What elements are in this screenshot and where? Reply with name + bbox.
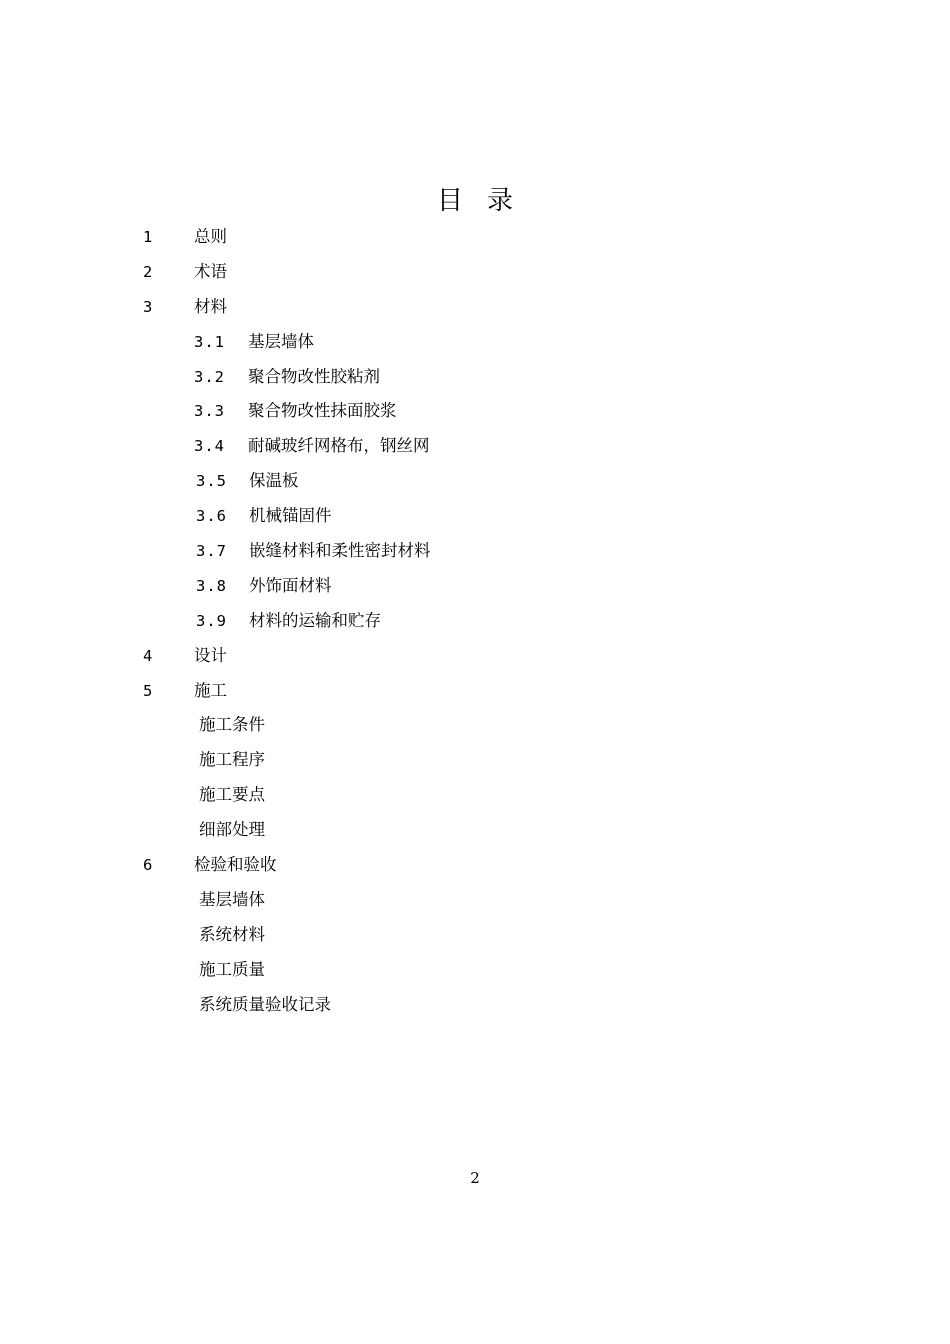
toc-subitem — [0, 394, 950, 429]
toc-subitem — [0, 499, 950, 534]
toc-item-text: 聚合物改性胶粘剂 — [248, 366, 380, 386]
toc-subitem — [0, 988, 950, 1023]
toc-item — [0, 255, 950, 290]
table-of-contents — [0, 220, 950, 1022]
toc-subitem — [0, 778, 950, 813]
toc-item — [0, 848, 950, 883]
toc-item-number: 6 — [143, 856, 153, 875]
toc-item-number: 3.1 — [194, 332, 225, 351]
toc-item-text: 施工要点 — [199, 785, 265, 805]
toc-subitem — [0, 743, 950, 778]
toc-item — [0, 290, 950, 325]
toc-item-number: 3.4 — [194, 437, 225, 456]
toc-item-number: 3.2 — [194, 367, 225, 386]
toc-subitem — [0, 918, 950, 953]
toc-item-number: 2 — [143, 262, 153, 281]
toc-subitem — [0, 429, 950, 464]
toc-item-text: 基层墙体 — [199, 889, 265, 909]
page-number: 2 — [470, 1169, 480, 1187]
toc-item-text: 外饰面材料 — [249, 575, 332, 595]
toc-item-text: 总则 — [194, 227, 227, 246]
toc-subitem — [0, 813, 950, 848]
toc-item-number: 3.9 — [196, 611, 227, 630]
toc-subitem — [0, 464, 950, 499]
toc-item-text: 机械锚固件 — [249, 506, 332, 526]
toc-item-text: 聚合物改性抹面胶浆 — [248, 401, 397, 421]
toc-item-text: 耐碱玻纤网格布，钢丝网 — [248, 436, 430, 456]
toc-item-text: 细部处理 — [199, 820, 265, 840]
toc-item-text: 设计 — [194, 645, 227, 665]
toc-item-text: 施工程序 — [199, 750, 265, 770]
toc-item-text: 嵌缝材料和柔性密封材料 — [249, 541, 431, 561]
toc-item-text: 材料 — [194, 296, 227, 316]
toc-item-text: 检验和验收 — [194, 855, 277, 875]
page-title: 目录 — [436, 186, 537, 216]
toc-item-text: 施工 — [194, 680, 227, 700]
toc-item-number: 4 — [143, 646, 153, 665]
toc-item-number: 3.3 — [194, 402, 225, 421]
toc-item-number: 1 — [143, 228, 153, 246]
toc-subitem — [0, 325, 950, 360]
toc-subitem — [0, 360, 950, 395]
toc-item-text: 系统质量验收记录 — [199, 994, 331, 1014]
toc-item-text: 术语 — [194, 261, 227, 281]
toc-subitem — [0, 883, 950, 918]
toc-item-text: 材料的运输和贮存 — [249, 610, 381, 630]
toc-subitem — [0, 604, 950, 639]
toc-item-number: 3.5 — [196, 472, 227, 491]
toc-subitem — [0, 534, 950, 569]
toc-item — [0, 220, 950, 255]
toc-item — [0, 639, 950, 674]
toc-item-number: 3.6 — [196, 507, 227, 526]
toc-item-number: 3 — [143, 297, 153, 316]
toc-item-text: 施工条件 — [199, 715, 265, 735]
toc-item-number: 3.8 — [196, 576, 227, 595]
toc-item — [0, 674, 950, 709]
toc-item-text: 保温板 — [249, 471, 299, 491]
toc-item-number: 3.7 — [196, 542, 227, 561]
toc-subitem — [0, 569, 950, 604]
toc-subitem — [0, 708, 950, 743]
toc-subitem — [0, 953, 950, 988]
toc-item-text: 施工质量 — [199, 959, 265, 979]
toc-item-text: 基层墙体 — [248, 331, 314, 351]
toc-item-number: 5 — [143, 681, 153, 700]
toc-item-text: 系统材料 — [199, 924, 265, 944]
